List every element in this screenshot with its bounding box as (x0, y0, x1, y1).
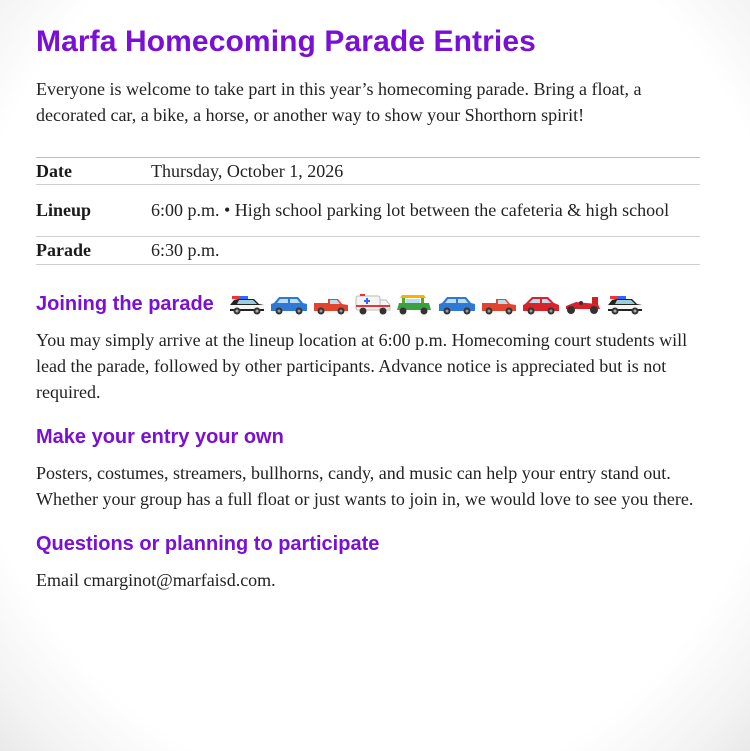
pickup-truck-icon (310, 291, 352, 317)
blue-car-icon (268, 291, 310, 317)
contact-email-text[interactable]: Email cmarginot@marfaisd.com. (36, 570, 276, 590)
event-details-table (36, 157, 700, 265)
page-title: Marfa Homecoming Parade Entries (36, 25, 536, 58)
entry-heading: Make your entry your own (36, 426, 284, 448)
racing-car-icon (562, 291, 604, 317)
parade-value: 6:30 p.m. (151, 237, 700, 265)
questions-heading: Questions or planning to participate (36, 533, 380, 555)
table-row-date (36, 158, 700, 185)
lineup-value: 6:00 p.m. • High school parking lot between the cafeteria & high school (151, 185, 700, 237)
table-row-parade (36, 237, 700, 265)
police-car-icon (604, 291, 646, 317)
joining-heading-row (36, 290, 700, 318)
blue-car-icon (436, 291, 478, 317)
vehicle-emoji-row (226, 291, 646, 317)
document-content (36, 22, 700, 593)
table-row-lineup (36, 185, 700, 237)
police-car-icon (226, 291, 268, 317)
intro-paragraph: Everyone is welcome to take part in this year’s homecoming parade. Bring a float, a decorated car, a bike, a horse, or another way to show your Shorthorn spirit! (36, 79, 642, 125)
pickup-truck-icon (478, 291, 520, 317)
joining-heading: Joining the parade (36, 293, 214, 315)
parade-label: Parade (36, 237, 151, 265)
lineup-label: Lineup (36, 185, 151, 237)
entry-paragraph: Posters, costumes, streamers, bullhorns, candy, and music can help your entry stand out. Whether your group has a full float or just wants to join in, we would love to see you there. (36, 463, 694, 509)
ambulance-icon (352, 291, 394, 317)
date-label: Date (36, 158, 151, 185)
joining-paragraph: You may simply arrive at the lineup location at 6:00 p.m. Homecoming court students will lead the parade, followed by other participants. Advance notice is appreciated but is not required. (36, 330, 688, 402)
red-car-icon (520, 291, 562, 317)
auto-rickshaw-icon (394, 291, 436, 317)
date-value: Thursday, October 1, 2026 (151, 158, 700, 185)
